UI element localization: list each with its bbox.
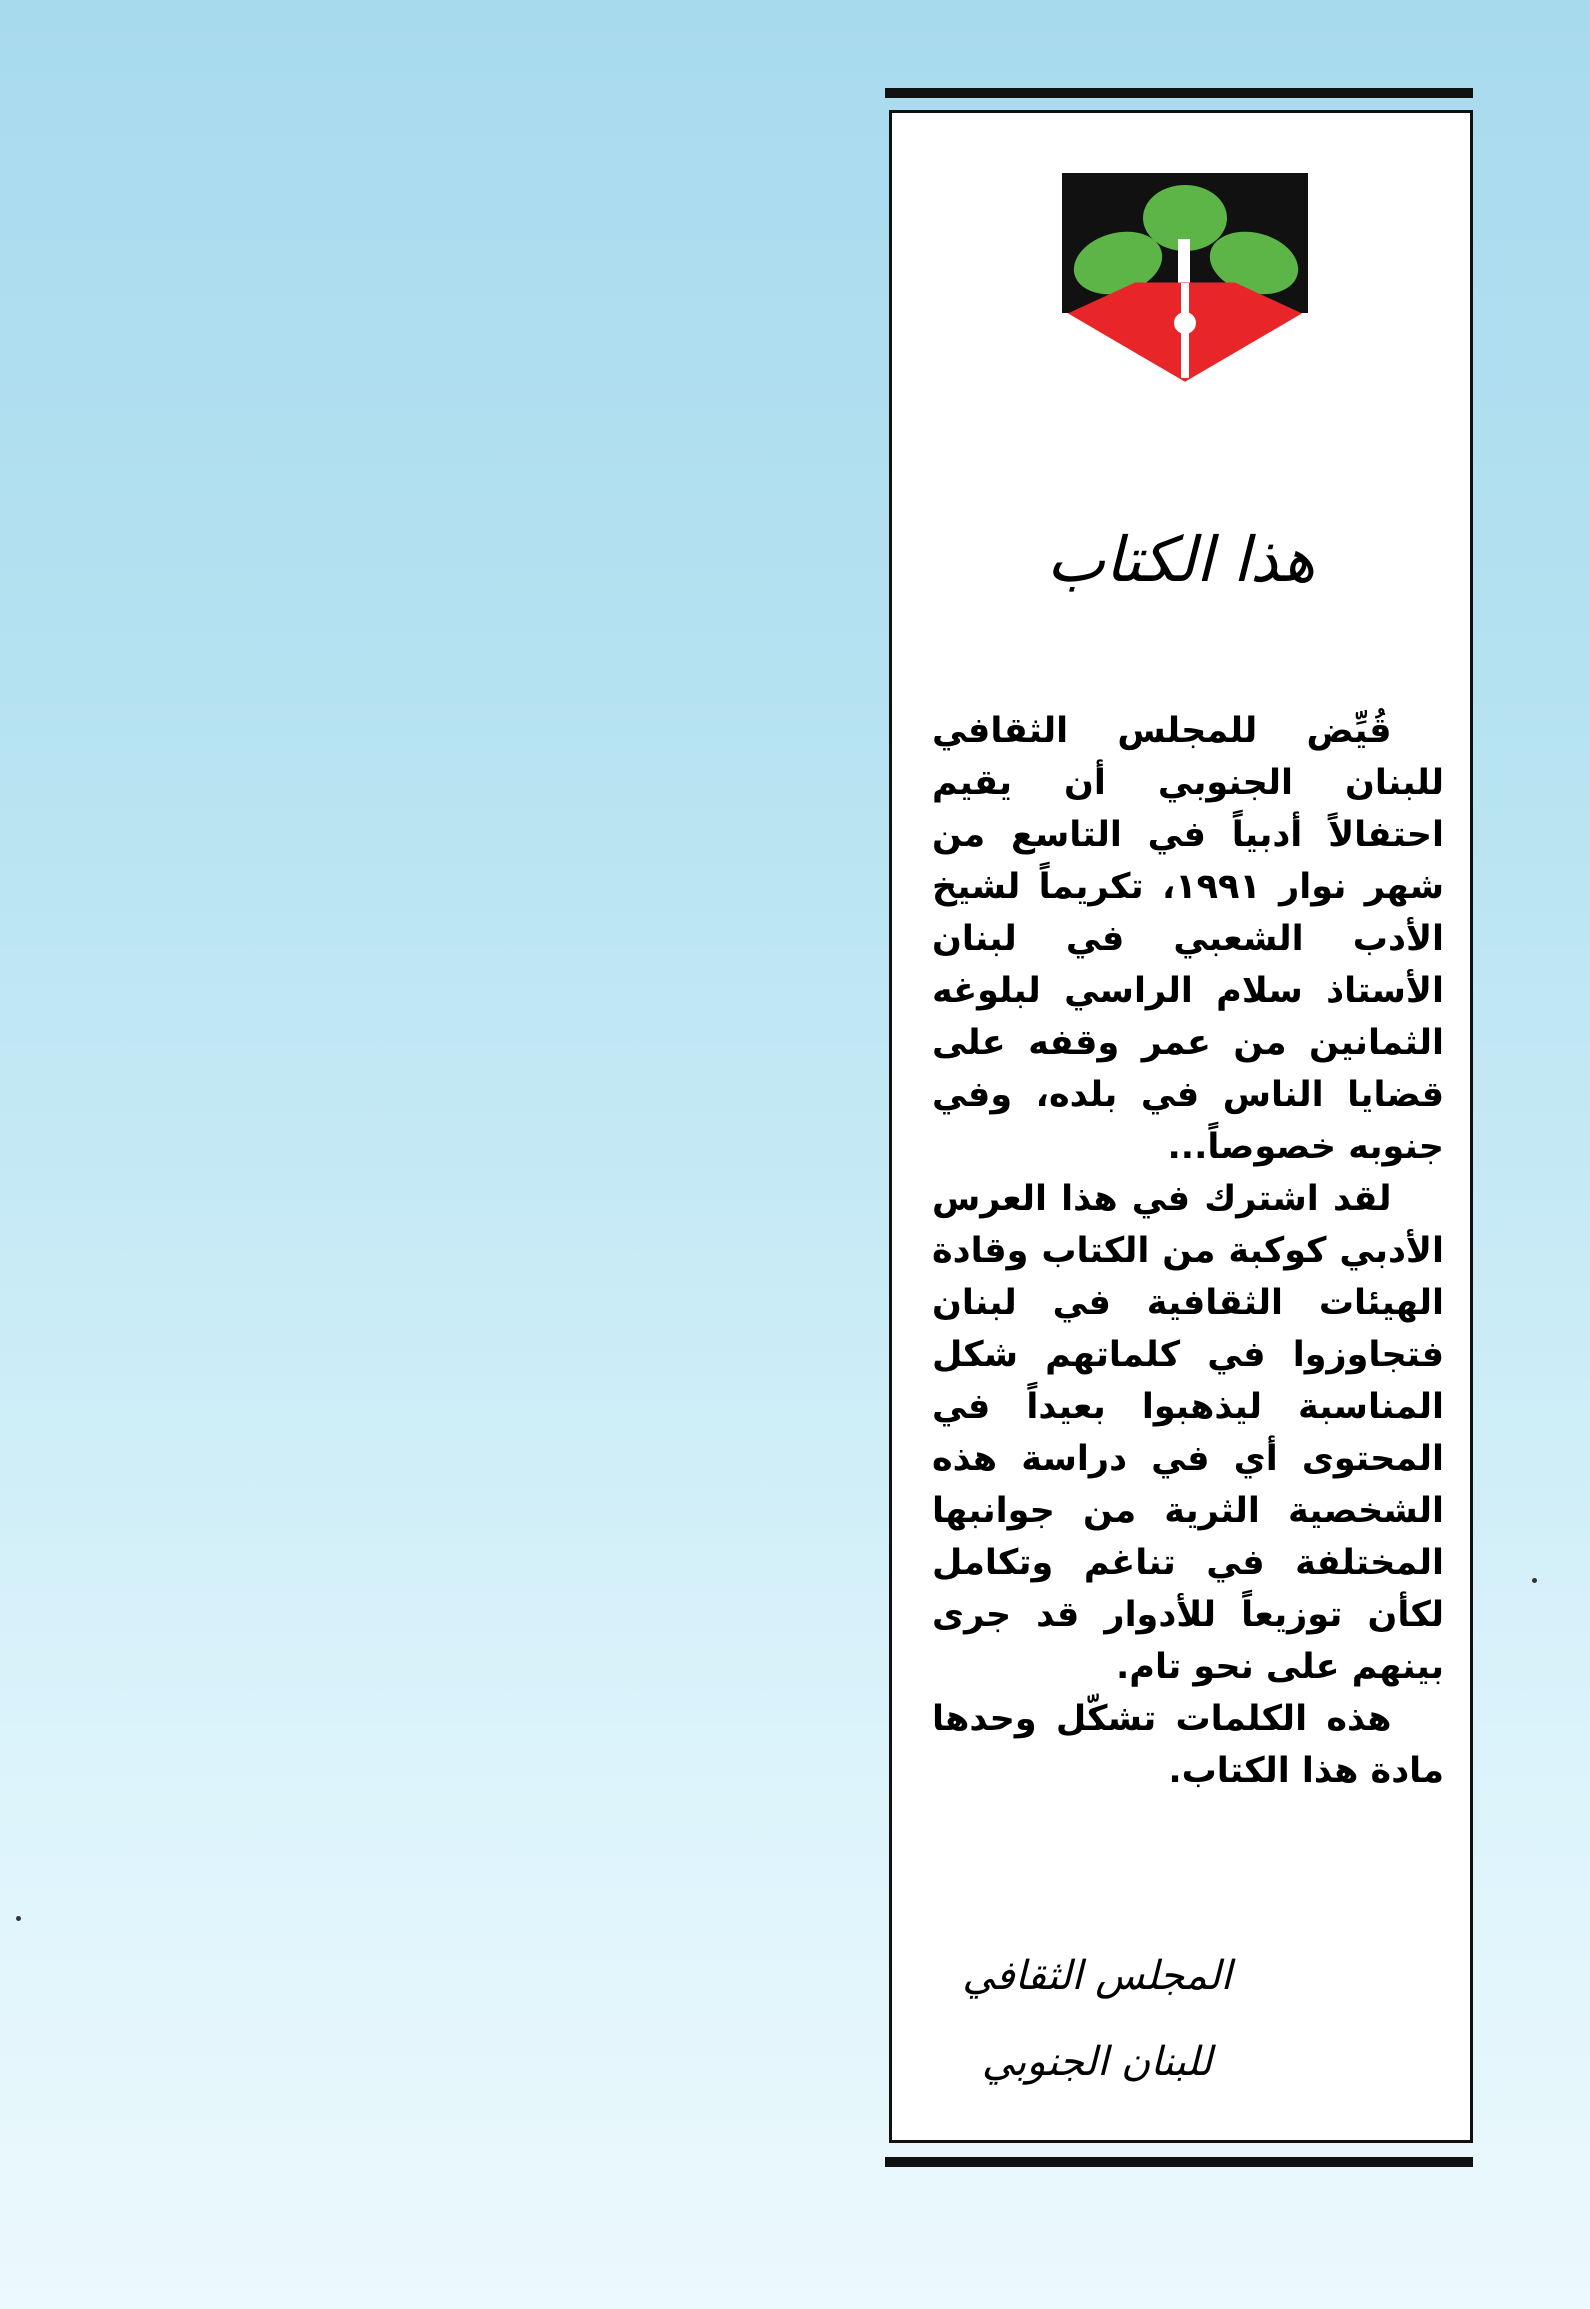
book-heading: هذا الكتاب — [1046, 523, 1316, 596]
signature-line-1: المجلس الثقافي — [962, 1953, 1232, 1999]
publisher-signature — [932, 1933, 1262, 2105]
bottom-black-rule — [885, 2157, 1473, 2167]
speck-mark — [1532, 1578, 1537, 1583]
paragraph-2: لقد اشترك في هذا العرس الأدبي كوكبة من الكتاب وقادة الهيئات الثقافية في لبنان فتجاوزوا في كلماتهم شكل المناسبة ليذهبوا بعيداً في المحتوى أي في دراسة هذه الشخصية الثرية من جوانبها المختلفة في تناغم وتكامل لكأن توزيعاً للأدوار قد جرى بينهم على نحو تام. — [932, 1179, 1444, 1687]
logo-nib-hole — [1174, 312, 1196, 334]
top-black-rule — [885, 88, 1473, 98]
back-cover-text-panel — [889, 110, 1473, 2143]
paragraph-1: قُيِّض للمجلس الثقافي للبنان الجنوبي أن يقيم احتفالاً أدبياً في التاسع من شهر نوار ١٩٩١، تكريماً لشيخ الأدب الشعبي في لبنان الأستاذ سلام الراسي لبلوغه الثمانين من عمر وقفه على قضايا الناس في بلده، وفي جنوبه خصوصاً... — [932, 711, 1444, 1167]
signature-line-2: للبنان الجنوبي — [981, 2039, 1213, 2085]
clover-pen-nib-logo-icon — [1060, 173, 1310, 383]
paragraph-3: هذه الكلمات تشكّل وحدها مادة هذا الكتاب. — [932, 1699, 1444, 1791]
speck-mark — [16, 1916, 21, 1921]
book-description — [932, 705, 1444, 1797]
